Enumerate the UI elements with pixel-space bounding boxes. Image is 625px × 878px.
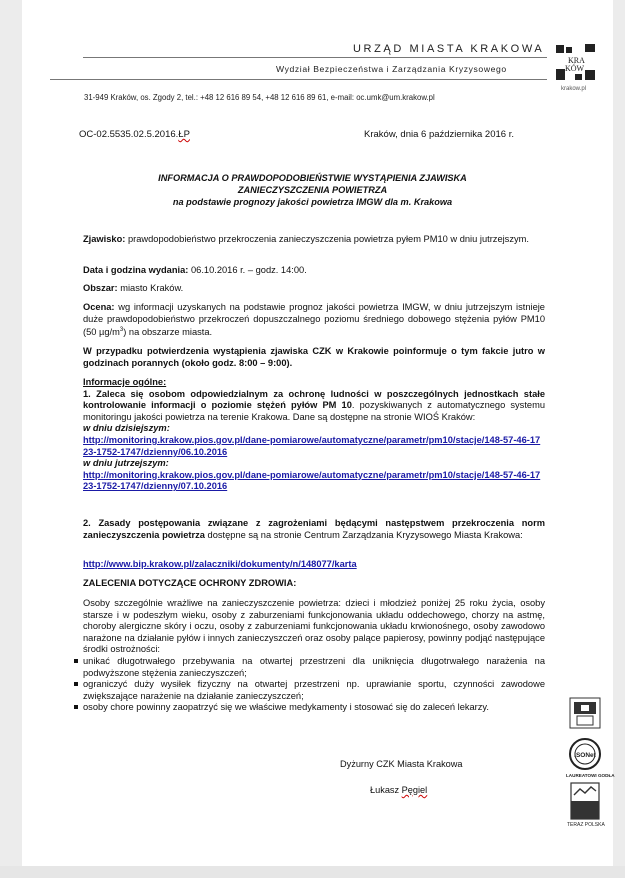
health-heading: ZALECENIA DOTYCZĄCE OCHRONY ZDROWIA: — [83, 578, 297, 588]
general-heading: Informacje ogólne: — [83, 377, 167, 387]
assessment-section — [83, 302, 545, 339]
today-link[interactable]: http://monitoring.krakow.pios.gov.pl/dane-pomiarowe/automatyczne/parametr/pm10/stacje/148-57-46-1723-1752-1747/dzienny/06.10.2016 — [83, 434, 541, 457]
tomorrow-label: w dniu jutrzejszym: — [83, 458, 169, 469]
office-name: URZĄD MIASTA KRAKOWA — [353, 43, 545, 55]
svg-text:KÓW: KÓW — [565, 64, 585, 73]
department-name: Wydział Bezpieczeństwa i Zarządzania Kryzysowego — [276, 64, 507, 74]
recommendations-list — [83, 656, 545, 714]
laureate-caption: LAUREATOWI GODŁA — [566, 773, 615, 778]
point2-section — [83, 518, 545, 541]
certificate-logo — [568, 696, 602, 730]
assessment-text: wg informacji uzyskanych na podstawie prognoz jakości powietrza IMGW, w dniu jutrzejszym istnieje duże prawdopodobieństwo przekroczeń dopuszczalnego poziomu średniego dobowego stężenia pyłów PM10 (50 µg/m — [83, 302, 545, 338]
health-intro: Osoby szczególnie wrażliwe na zanieczyszczenie powietrza: dzieci i młodzież poniżej 25 roku życia, osoby starsze i w podeszłym wieku, osoby z zaburzeniami funkcjonowania układu oddechowego, chorzy na astmę, choroby alergiczne skóry i oczu, osoby z zaburzeniami funkcjonowania układu krwionośnego, osoby zawodowo narażone na działanie pyłów i innych zanieczyszczeń oraz osoby palące papierosy, powinny podjąć następujące środki ostrożności: — [83, 598, 545, 655]
point2-bold: 2. Zasady postępowania związane z zagrożeniami będącymi następstwem przekroczenia norm zanieczyszczenia powietrza — [83, 518, 545, 540]
area-label: Obszar: — [83, 283, 118, 293]
phenomenon-label: Zjawisko: — [83, 234, 126, 244]
issued-section — [83, 265, 545, 277]
svg-text:KRA: KRA — [568, 56, 585, 65]
reference-code: OC-02.5535.02.5.2016. — [79, 129, 179, 140]
bip-link[interactable]: http://www.bip.krakow.pl/zalaczniki/dokumenty/n/148077/karta — [83, 559, 357, 569]
header-rule-top — [83, 57, 547, 58]
page-bottom-band — [0, 866, 625, 878]
phenomenon-section — [83, 234, 545, 246]
today-label: w dniu dzisiejszym: — [83, 423, 170, 434]
list-item — [83, 702, 545, 714]
document-title — [80, 172, 545, 208]
assessment-text-end: ) na obszarze miasta. — [123, 327, 213, 338]
teraz-polska-caption: TERAZ POLSKA — [567, 822, 605, 828]
document-date: Kraków, dnia 6 października 2016 r. — [364, 129, 514, 140]
isonet-logo-text: ISONet — [574, 752, 596, 759]
title-line-2: ZANIECZYSZCZENIA POWIETRZA — [237, 185, 388, 195]
tomorrow-link[interactable]: http://monitoring.krakow.pios.gov.pl/dane-pomiarowe/automatyczne/parametr/pm10/stacje/148-57-46-1723-1752-1747/dzienny/07.10.2016 — [83, 469, 541, 492]
assessment-label: Ocena: — [83, 302, 115, 312]
signature-first-name: Łukasz — [370, 785, 402, 795]
title-line-3: na podstawie prognozy jakości powietrza IMGW dla m. Krakowa — [172, 197, 453, 207]
issued-text: 06.10.2016 r. – godz. 14:00. — [190, 265, 307, 275]
recommendation-text: unikać długotrwałego przebywania na otwartej przestrzeni dla uniknięcia długotrwałego narażenia na podwyższone stężenia zanieczyszczeń; — [83, 656, 545, 678]
list-item — [83, 656, 545, 679]
header-rule-bottom — [50, 79, 547, 80]
point1-text: . pozyskiwanych z automatycznego systemu monitoringu jakości powietrza na terenie Krakowa. Dane są dostępne na stronie WIOŚ Kraków: — [83, 400, 545, 422]
notice-text: W przypadku potwierdzenia wystąpienia zjawiska CZK w Krakowie poinformuje o tym fakcie jutro w godzinach porannych (około godz. 8:00 – 9:00). — [83, 346, 545, 368]
reference-number — [79, 129, 190, 140]
bullet-icon — [74, 659, 78, 663]
krakow-logo — [555, 43, 597, 83]
point2-text: dostępne są na stronie Centrum Zarządzania Kryzysowego Miasta Krakowa: — [204, 529, 523, 540]
signature-last-name: Pęgiel — [401, 785, 428, 795]
recommendation-text: ograniczyć duży wysiłek fizyczny na otwartej przestrzeni np. uprawianie sportu, czynności zawodowe zwiększające narażenie na działanie zanieczyszczeń; — [83, 679, 545, 701]
isonet-logo — [568, 737, 602, 771]
office-address: 31-949 Kraków, os. Zgody 2, tel.: +48 12 616 89 54, +48 12 616 89 61, e-mail: oc.umk@um.krakow.pl — [84, 93, 435, 102]
teraz-polska-logo — [568, 781, 602, 821]
title-line-1: INFORMACJA O PRAWDOPODOBIEŃSTWIE WYSTĄPIENIA ZJAWISKA — [158, 173, 467, 183]
reference-initials: ŁP — [178, 129, 190, 140]
logo-url: krakow.pl — [561, 86, 587, 92]
area-text: miasto Kraków. — [120, 283, 184, 293]
signature-role: Dyżurny CZK Miasta Krakowa — [340, 759, 463, 769]
list-item — [83, 679, 545, 702]
general-info-section — [83, 377, 545, 493]
assessment-sup: 3 — [119, 327, 124, 334]
area-section — [83, 283, 545, 295]
signature-name — [370, 785, 427, 795]
bullet-icon — [74, 682, 78, 686]
phenomenon-text: prawdopodobieństwo przekroczenia zanieczyszczenia powietrza pyłem PM10 w dniu jutrzejszym. — [127, 234, 529, 244]
issued-label: Data i godzina wydania: — [83, 265, 189, 275]
bullet-icon — [74, 705, 78, 709]
recommendation-text: osoby chore powinny zaopatrzyć się we właściwe medykamenty i stosować się do zaleceń lekarzy. — [83, 702, 489, 713]
point1-bold: 1. Zaleca się osobom odpowiedzialnym za ochronę ludności w poszczególnych jednostkach stałe kontrolowanie informacji o poziomie stężeń pyłów PM 10 — [83, 388, 545, 411]
